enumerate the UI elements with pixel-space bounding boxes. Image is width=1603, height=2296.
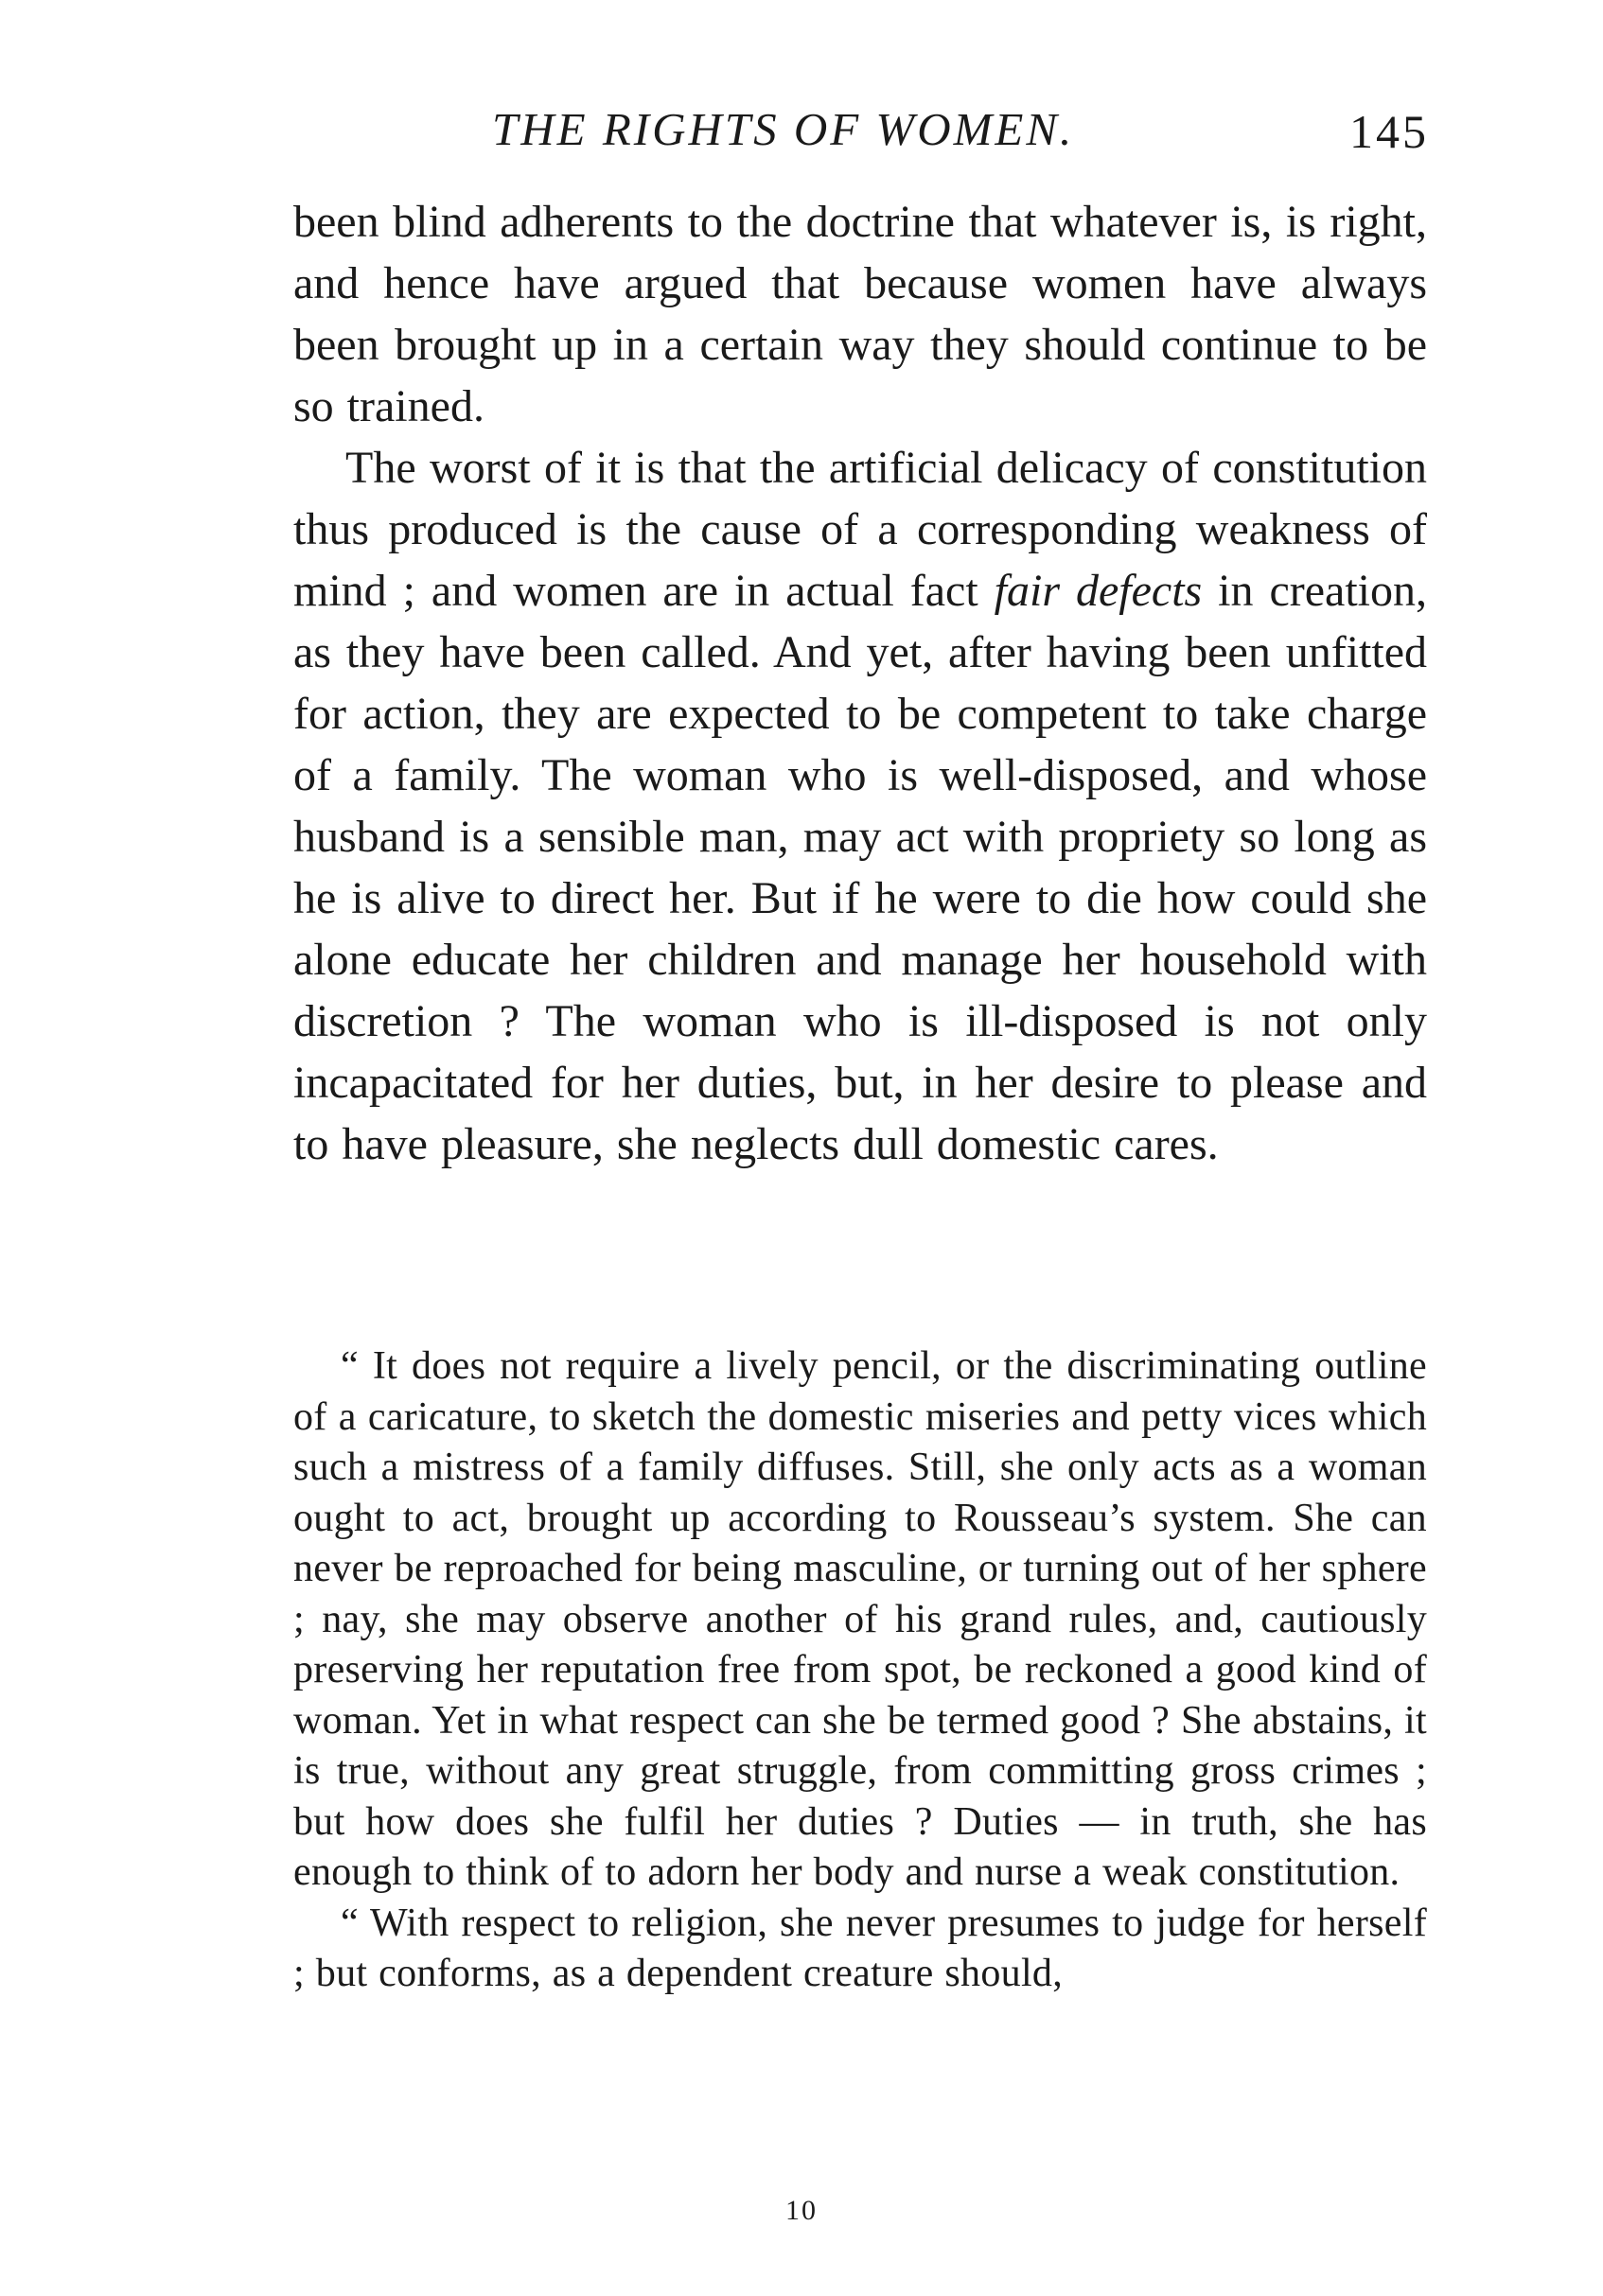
- quotation-paragraph-1: “ It does not require a lively pencil, or the discriminating outline of a caricature, to sketch the domestic miseries and petty vices which such a mistress of a family diffuses. Still, she only acts as a woman ought to act, brought up according to Rousseau’s system. She can never be reproached for being masculine, or turning out of her sphere ; nay, she may observe another of his grand rules, and, cautiously preserving her reputation free from spot, be reckoned a good kind of woman. Yet in what respect can she be termed good ? She abstains, it is true, without any great struggle, from committing gross crimes ; but how does she fulfil her duties ? Duties — in truth, she has enough to think of to adorn her body and nurse a weak constitution.: [293, 1344, 1427, 1894]
- main-text: [293, 191, 1427, 1175]
- signature-mark: 10: [785, 2195, 818, 2226]
- page-number: 145: [1349, 105, 1429, 158]
- paragraph-2-italic: fair defects: [994, 566, 1203, 616]
- paragraph-2: [293, 437, 1427, 1175]
- running-title: THE RIGHTS OF WOMEN.: [492, 103, 1075, 155]
- quotation-paragraph-2: “ With respect to religion, she never presumes to judge for herself ; but conforms, as a dependent creature should,: [293, 1901, 1427, 1995]
- paragraph-1: been blind adherents to the doctrine that whatever is, is right, and hence have argued that because women have always been brought up in a certain way they should continue to be so trained.: [293, 197, 1427, 431]
- quotation-block: [293, 1341, 1427, 2000]
- paragraph-2-part-b: in creation, as they have been called. And yet, after having been unfitted for action, they are expected to be competent to take charge of a family. The woman who is well-disposed, and whose husband is a sensible man, may act with propriety so long as he is alive to direct her. But if he were to die how could she alone educate her children and manage her household with discretion ? The woman who is ill-disposed is not only incapacitated for her duties, but, in her desire to please and to have pleasure, she neglects dull domestic cares.: [293, 566, 1428, 1169]
- paragraph-2-part-a: The worst of it is that the artificial delicacy of constitution thus produced is the cause of a corresponding weakness of mind ; and women are in actual fact: [293, 443, 1427, 616]
- running-header: [293, 102, 1429, 168]
